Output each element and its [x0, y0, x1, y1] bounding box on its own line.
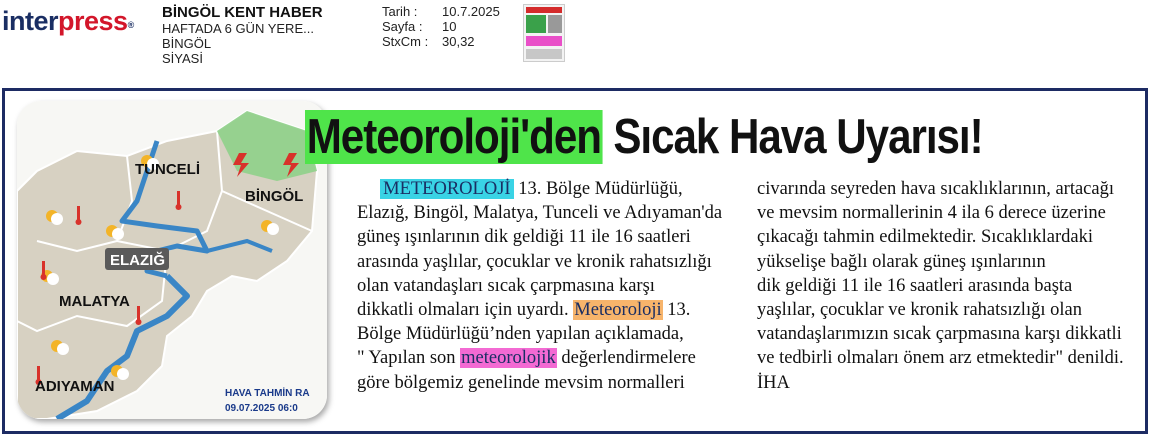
logo-main: inter [2, 6, 59, 36]
page-thumbnail[interactable] [523, 4, 565, 62]
body-line: yükselişe bağlı olarak güneş ışınlarının [757, 251, 1046, 272]
clip-meta [382, 4, 500, 49]
body-line: Bölge Müdürlüğü’nden yapılan açıklamada, [357, 324, 684, 345]
thumb-block [548, 15, 562, 33]
headline-highlight: Meteoroloji'den [306, 110, 601, 164]
body-line: olan vatandaşları sıcak çarpmasına karşı [357, 275, 655, 296]
thumb-text [526, 49, 562, 59]
city-label-elazig: ELAZIĞ [110, 252, 165, 269]
thumb-highlight [526, 36, 562, 46]
thumb-masthead [526, 7, 562, 13]
city-label-adiyaman: ADIYAMAN [35, 378, 115, 395]
registered-mark: ® [127, 20, 134, 30]
body-line: çıkacağı tahmin edilmektedir. Sıcaklıklardaki [757, 227, 1093, 248]
body-line: ve mevsim normallerinin 4 ila 6 derece üzerine [757, 203, 1106, 224]
body-text: 13. Bölge Müdürlüğü, [513, 179, 683, 199]
map-caption-date: 09.07.2025 06:0 [225, 403, 298, 414]
body-line: arasında yaşlılar, çocuklar ve kronik rahatsızlığı [357, 251, 712, 272]
body-text: değerlendirmelere [556, 348, 696, 369]
body-line: güneş ışınlarının dik geldiği 11 ile 16 saatleri [357, 227, 691, 248]
map-caption-title: HAVA TAHMİN RA [225, 388, 310, 399]
publication-city: BİNGÖL [162, 36, 212, 51]
body-line: vatandaşlarımızın sıcak çarpmasına karşı dikkatli [757, 324, 1122, 345]
keyword-highlight: Meteoroloji [574, 300, 662, 321]
keyword-highlight: METEOROLOJİ [380, 179, 513, 199]
city-label-malatya: MALATYA [59, 293, 130, 310]
headline-rest: Sıcak Hava Uyarısı! [602, 110, 983, 164]
meta-value: 10 [442, 19, 457, 34]
meta-label: StxCm : [382, 34, 429, 49]
publication-frequency: HAFTADA 6 GÜN YERE... [162, 21, 314, 36]
meta-date [382, 4, 500, 19]
body-line: civarında seyreden hava sıcaklıklarının, artacağı [757, 179, 1114, 199]
thumb-photo [526, 15, 546, 33]
body-line [357, 346, 737, 370]
meta-value: 10.7.2025 [442, 4, 500, 19]
city-label-tunceli: TUNCELİ [135, 161, 200, 178]
body-line [357, 177, 737, 201]
weather-map [17, 101, 327, 419]
keyword-highlight: meteorolojik [461, 348, 556, 369]
weather-map-graphic [17, 101, 327, 419]
article-frame [2, 88, 1148, 434]
city-label-bingol: BİNGÖL [245, 188, 304, 205]
body-text: 13. [662, 300, 691, 321]
body-line: göre bölgemiz genelinde mevsim normalleri [357, 372, 685, 393]
meta-label: Sayfa : [382, 19, 423, 34]
logo-accent: press [58, 6, 128, 36]
body-line: Elazığ, Bingöl, Malatya, Tunceli ve Adıyaman'da [357, 203, 723, 224]
body-text: " Yapılan son [357, 348, 461, 369]
publication-info [162, 4, 323, 66]
publication-category: SİYASİ [162, 51, 203, 66]
publication-name: BİNGÖL KENT HABER [162, 4, 323, 21]
article-headline [305, 109, 983, 165]
body-line [357, 298, 737, 322]
body-line: ve tedbirli olmaları önem arz etmektedir" denildi. [757, 348, 1124, 369]
meta-value: 30,32 [442, 34, 475, 49]
body-text: dikkatli olmaları için uyardı. [357, 300, 574, 321]
body-line: İHA [757, 372, 790, 393]
meta-stxcm [382, 34, 500, 49]
interpress-logo [2, 4, 134, 38]
meta-page [382, 19, 500, 34]
body-line: dik geldiği 11 ile 16 saatleri arasında başta [757, 275, 1073, 296]
article-column-1 [357, 177, 737, 395]
body-line: yaşlılar, çocuklar ve kronik rahatsızlığı olan [757, 300, 1082, 321]
meta-label: Tarih : [382, 4, 418, 19]
article-column-2 [757, 177, 1142, 395]
